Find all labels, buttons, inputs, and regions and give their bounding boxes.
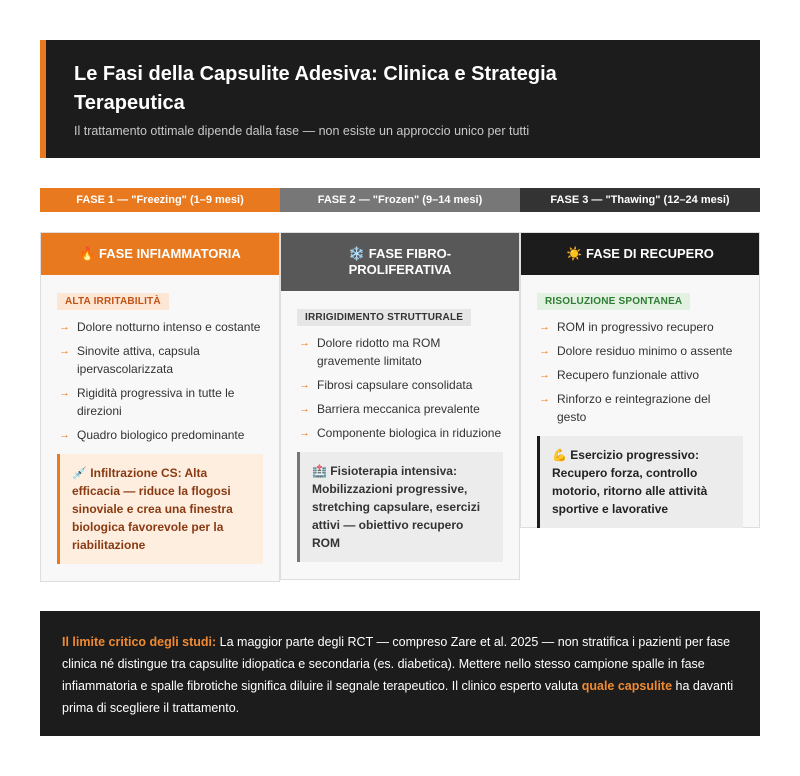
symptom-list [537, 318, 743, 426]
arrow-icon: → [539, 393, 550, 405]
list-item: → Dolore notturno intenso e costante [59, 320, 261, 334]
arrow-icon: → [539, 321, 550, 333]
sun-icon: ☀️ [566, 246, 583, 261]
arrow-icon: → [299, 403, 310, 415]
snowflake-icon: ❄️ [348, 246, 366, 261]
list-item: → Componente biologica in riduzione [299, 426, 502, 440]
treatment-callout: 💪 Esercizio progressivo: Recupero forza, controllo motorio, ritorno alle attività sportive e lavorative [537, 436, 743, 528]
fire-icon: 🔥 [79, 246, 96, 261]
note-lead: Il limite critico degli studi: [62, 635, 217, 649]
list-item: → Fibrosi capsulare consolidata [299, 378, 473, 392]
phase-card-title: FASE FIBRO-PROLIFERATIVA [348, 246, 452, 277]
symptom-list [57, 318, 263, 444]
phase-card-title: FASE DI RECUPERO [585, 246, 714, 261]
list-item: → ROM in progressivo recupero [539, 320, 714, 334]
resolution-badge: RISOLUZIONE SPONTANEA [537, 293, 690, 310]
arrow-icon: → [539, 345, 550, 357]
irritability-badge: ALTA IRRITABILITÀ [57, 293, 169, 310]
arrow-icon: → [59, 345, 70, 357]
treatment-callout: 🏥 Fisioterapia intensiva: Mobilizzazioni progressive, stretching capsulare, esercizi attivi — obiettivo recupero ROM [297, 452, 503, 562]
phase-timeline-bar [40, 188, 760, 212]
arrow-icon: → [299, 427, 310, 439]
phase-3-label: FASE 3 — "Thawing" (12–24 mesi) [520, 188, 760, 212]
arrow-icon: → [539, 369, 550, 381]
phase-card-header [41, 233, 279, 275]
list-item: → Dolore ridotto ma ROM gravemente limitato [299, 336, 441, 368]
phase-card-title: FASE INFIAMMATORIA [99, 246, 241, 261]
arrow-icon: → [299, 379, 310, 391]
note-highlight: quale capsulite [581, 679, 673, 693]
note-text: La maggior parte degli RCT — compreso Zare et al. 2025 — non stratifica i pazienti per fase clinica né distingue tra capsulite idiopatica e secondaria (es. diabetica). Mettere nello stesso campione spalle in fase infiammatoria e spalle fibrotiche significa diluire il segnale terapeutico. Il clinico esperto valuta [62, 635, 731, 693]
treatment-callout: 💉 Infiltrazione CS: Alta efficacia — riduce la flogosi sinoviale e crea una finestra biologica favorevole per la riabilitazione [57, 454, 263, 564]
list-item: → Dolore residuo minimo o assente [539, 344, 733, 358]
page-subtitle: Il trattamento ottimale dipende dalla fase — non esiste un approccio unico per tutti [74, 124, 530, 138]
list-item: → Sinovite attiva, capsula ipervascolarizzata [59, 344, 200, 376]
phase-2-label: FASE 2 — "Frozen" (9–14 mesi) [280, 188, 520, 212]
list-item: → Rinforzo e reintegrazione del gesto [539, 392, 711, 424]
phase-card-recovery [520, 232, 760, 528]
arrow-icon: → [299, 337, 310, 349]
arrow-icon: → [59, 387, 70, 399]
study-limitation-note [40, 611, 760, 736]
list-item: → Barriera meccanica prevalente [299, 402, 480, 416]
symptom-list [297, 334, 503, 442]
phase-card-header [281, 233, 519, 291]
list-item: → Quadro biologico predominante [59, 428, 245, 442]
header-banner [40, 40, 760, 158]
note-text-end: ha davanti prima di scegliere il trattamento. [62, 679, 734, 715]
phase-card-inflammatory [40, 232, 280, 582]
phase-card-fibroproliferative [280, 232, 520, 580]
list-item: → Recupero funzionale attivo [539, 368, 700, 382]
phase-card-header [521, 233, 759, 275]
page-title: Le Fasi della Capsulite Adesiva: Clinica e Strategia Terapeutica [74, 63, 557, 114]
list-item: → Rigidità progressiva in tutte le direzioni [59, 386, 235, 418]
arrow-icon: → [59, 429, 70, 441]
phase-1-label: FASE 1 — "Freezing" (1–9 mesi) [40, 188, 280, 212]
arrow-icon: → [59, 321, 70, 333]
stiffening-badge: IRRIGIDIMENTO STRUTTURALE [297, 309, 471, 326]
